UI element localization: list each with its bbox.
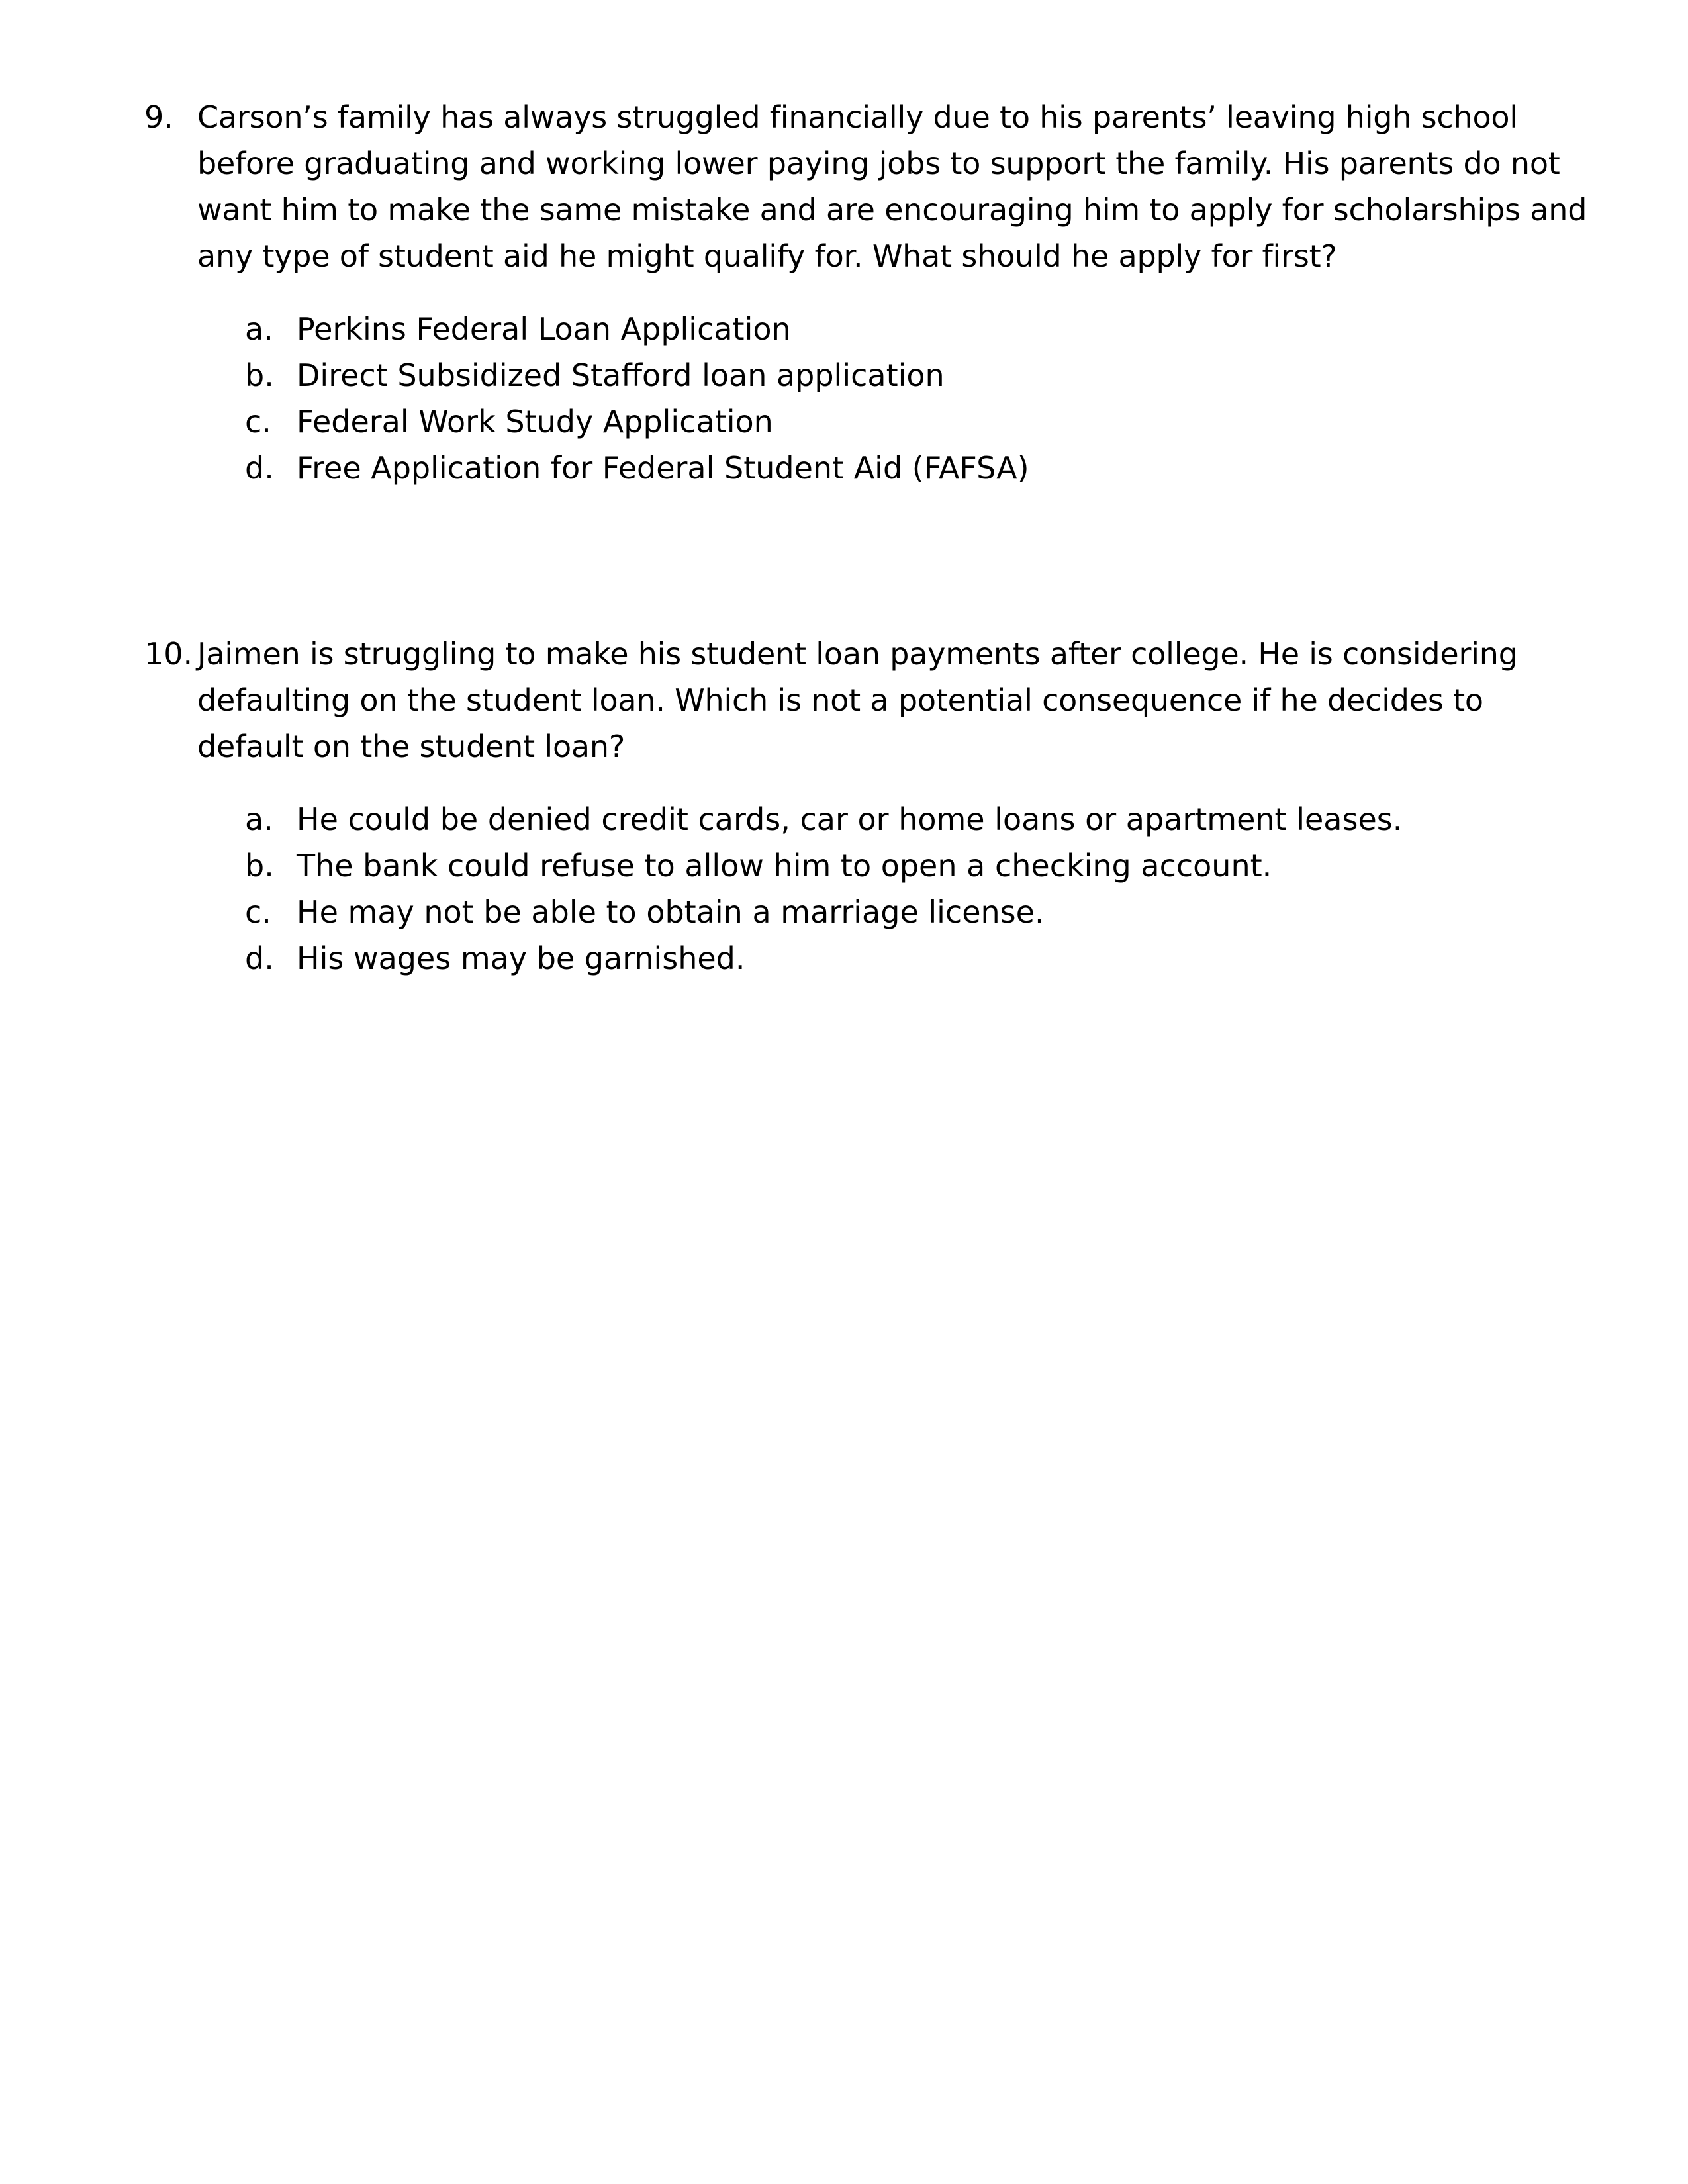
option-letter: c. <box>245 894 271 930</box>
question-9 <box>144 94 1587 491</box>
question-number: 10. <box>144 636 193 672</box>
option-text: Federal Work Study Application <box>297 404 773 439</box>
option-letter: b. <box>245 357 274 393</box>
option-text: The bank could refuse to allow him to open a checking account. <box>297 848 1272 884</box>
option-text: Free Application for Federal Student Aid (FAFSA) <box>297 450 1029 486</box>
answer-option-a <box>144 796 1587 842</box>
question-number: 9. <box>144 99 173 135</box>
answer-option-a <box>144 306 1587 352</box>
option-letter: b. <box>245 848 274 884</box>
question-text: Carson’s family has always struggled financially due to his parents’ leaving high school before graduating and working lower paying jobs to support the family. His parents do not want him to make the same mistake and are encouraging him to apply for scholarships and any type of student aid he might qualify for. What should he apply for first? <box>197 99 1587 274</box>
option-text: His wages may be garnished. <box>297 940 745 976</box>
answer-option-c <box>144 398 1587 445</box>
option-text: Direct Subsidized Stafford loan application <box>297 357 945 393</box>
option-letter: a. <box>245 801 273 837</box>
option-text: He could be denied credit cards, car or home loans or apartment leases. <box>297 801 1403 837</box>
answer-option-c <box>144 889 1587 935</box>
answer-options <box>144 796 1587 981</box>
option-letter: c. <box>245 404 271 439</box>
question-text: Jaimen is struggling to make his student loan payments after college. He is considering defaulting on the student loan. Which is not a potential consequence if he decides to default on the student loan? <box>197 636 1518 764</box>
option-letter: a. <box>245 311 273 347</box>
answer-option-b <box>144 842 1587 889</box>
answer-option-d <box>144 445 1587 491</box>
option-letter: d. <box>245 450 274 486</box>
question-10 <box>144 631 1587 981</box>
answer-options <box>144 306 1587 491</box>
option-letter: d. <box>245 940 274 976</box>
answer-option-b <box>144 352 1587 398</box>
answer-option-d <box>144 935 1587 981</box>
option-text: He may not be able to obtain a marriage license. <box>297 894 1045 930</box>
option-text: Perkins Federal Loan Application <box>297 311 791 347</box>
